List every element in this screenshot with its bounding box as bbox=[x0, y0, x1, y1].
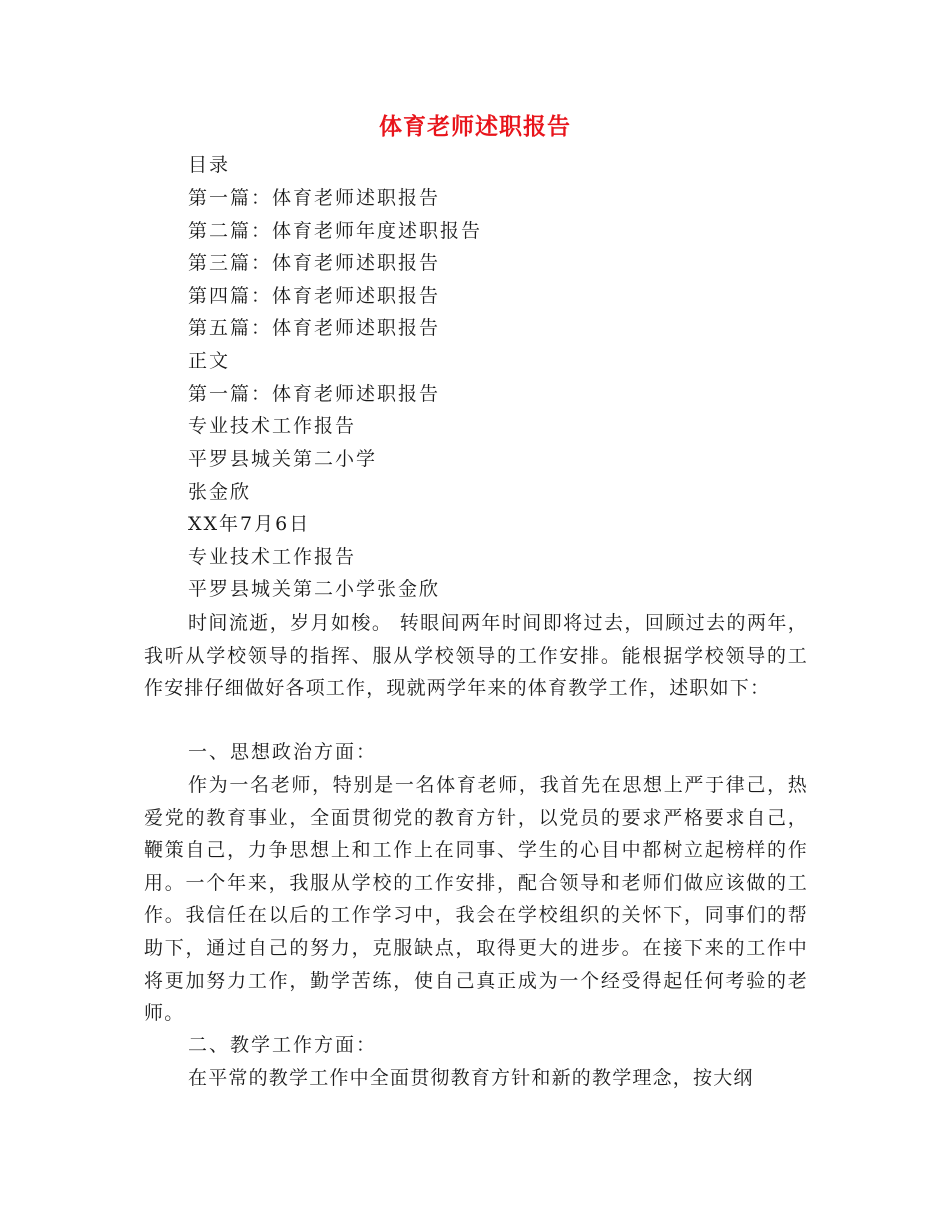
section-body-teaching: 在平常的教学工作中全面贯彻教育方针和新的教学理念，按大纲 bbox=[188, 1067, 754, 1089]
section-body-politics: 作为一名老师，特别是一名体育老师，我首先在思想上严于律己，热爱党的教育事业，全面贯彻党的教育方针，以党员的要求严格要求自己，鞭策自己，力争思想上和工作上在同事、学生的心目中都树立起榜样的作用。一个年来，我服从学校的工作安排，配合领导和老师们做应该做的工作。我信任在以后的工作学习中，我会在学校组织的关怀下，同事们的帮助下，通过自己的努力，克服缺点，取得更大的进步。在接下来的工作中将更加努力工作，勤学苦练，使自己真正成为一个经受得起任何考验的老师。 bbox=[144, 774, 808, 1025]
report-date: XX年7月6日 bbox=[188, 513, 311, 535]
section-heading-teaching: 二、教学工作方面： bbox=[188, 1034, 378, 1056]
author-name: 张金欣 bbox=[188, 481, 252, 503]
body-heading: 正文 bbox=[188, 350, 231, 372]
report-name-repeat: 专业技术工作报告 bbox=[188, 546, 357, 568]
school-author: 平罗县城关第二小学张金欣 bbox=[188, 578, 441, 600]
toc-item: 第四篇：体育老师述职报告 bbox=[188, 285, 441, 307]
chapter-title: 第一篇：体育老师述职报告 bbox=[188, 383, 441, 405]
toc-heading: 目录 bbox=[188, 154, 231, 176]
toc-item: 第五篇：体育老师述职报告 bbox=[188, 317, 441, 339]
toc-item: 第一篇：体育老师述职报告 bbox=[188, 187, 441, 209]
intro-paragraph: 时间流逝，岁月如梭。 转眼间两年时间即将过去，回顾过去的两年，我听从学校领导的指挥、服从学校领导的工作安排。能根据学校领导的工作安排仔细做好各项工作，现就两学年来的体育教学工作，述职如下： bbox=[144, 612, 808, 700]
school-name: 平罗县城关第二小学 bbox=[188, 448, 378, 470]
toc-item: 第三篇：体育老师述职报告 bbox=[188, 252, 441, 274]
toc-item: 第二篇：体育老师年度述职报告 bbox=[188, 220, 483, 242]
section-heading-politics: 一、思想政治方面： bbox=[188, 741, 378, 763]
report-name: 专业技术工作报告 bbox=[188, 415, 357, 437]
document-title: 体育老师述职报告 bbox=[379, 113, 571, 140]
